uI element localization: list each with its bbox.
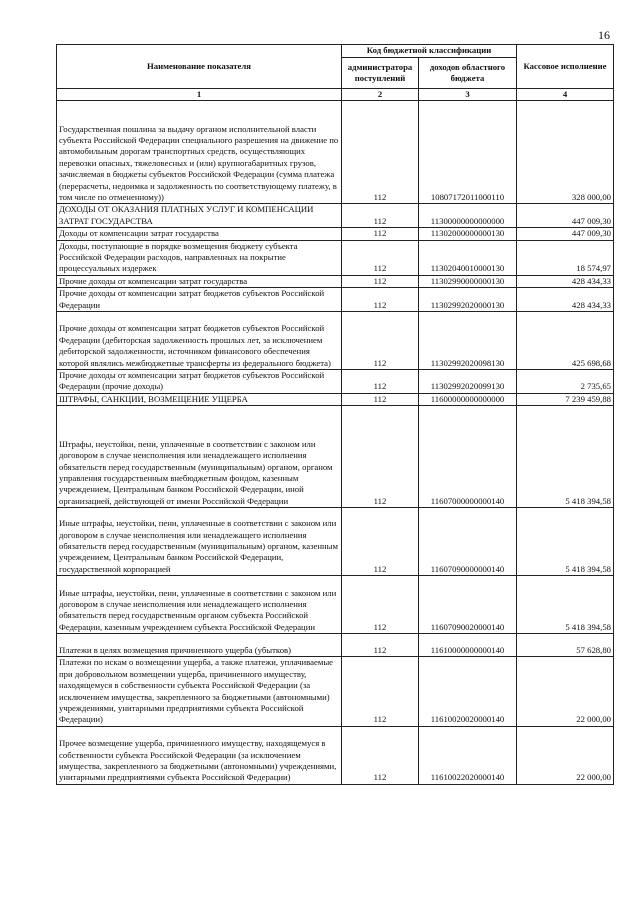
cell-cash-amount: 22 000,00 [517,657,614,726]
cell-indicator-name: ДОХОДЫ ОТ ОКАЗАНИЯ ПЛАТНЫХ УСЛУГ И КОМПЕНСАЦИИ ЗАТРАТ ГОСУДАРСТВА [57,204,342,228]
cell-budget-code: 11610020020000140 [419,657,517,726]
table-row [57,240,614,275]
cell-admin-code: 112 [342,508,419,576]
table-row [57,576,614,634]
cell-cash-amount: 57 628,80 [517,634,614,657]
header-budget-classification: Код бюджетной классификации [342,45,517,58]
header-indicator-name: Наименование показателя [57,45,342,89]
cell-admin-code: 112 [342,657,419,726]
cell-admin-code: 112 [342,634,419,657]
header-cash-execution: Кассовое исполнение [517,45,614,89]
cell-indicator-name: Платежи в целях возмещения причиненного ущерба (убытков) [57,634,342,657]
cell-indicator-name: Иные штрафы, неустойки, пени, уплаченные в соответствии с законом или договором в случае неисполнения или ненадлежащего исполнения обязательств перед государственным органом субъекта Российской Федерации, казенным учреждением субъекта Российской Федерации [57,576,342,634]
header-admin: администратора поступлений [342,58,419,89]
column-number: 4 [517,89,614,101]
cell-admin-code: 112 [342,726,419,784]
cell-cash-amount: 447 009,30 [517,204,614,228]
cell-indicator-name: Штрафы, неустойки, пени, уплаченные в соответствии с законом или договором в случае неисполнения или ненадлежащего исполнения обязательств перед государственным (муниципальным) органом, органом управления государственным внебюджетным фондом, казенным учреждением, Центральным банком Российской Федерации, иной организацией, действующей от имени Российской Федерации [57,406,342,508]
cell-cash-amount: 5 418 394,58 [517,406,614,508]
column-number: 2 [342,89,419,101]
table-row [57,101,614,204]
cell-budget-code: 11300000000000000 [419,204,517,228]
cell-admin-code: 112 [342,370,419,394]
table-body [57,101,614,784]
cell-admin-code: 112 [342,101,419,204]
cell-indicator-name: Прочие доходы от компенсации затрат бюджетов субъектов Российской Федерации (прочие доходы) [57,370,342,394]
cell-budget-code: 11607090000000140 [419,508,517,576]
cell-budget-code: 11610022020000140 [419,726,517,784]
cell-indicator-name: Доходы от компенсации затрат государства [57,228,342,240]
cell-indicator-name: Иные штрафы, неустойки, пени, уплаченные в соответствии с законом или договором в случае неисполнения или ненадлежащего исполнения обязательств перед государственным (муниципальным) органом, казенным учреждением, Центральным банком Российской Федерации, государственной корпорацией [57,508,342,576]
cell-indicator-name: Прочее возмещение ущерба, причиненного имуществу, находящемуся в собственности субъекта Российской Федерации (за исключением имущества, закрепленного за бюджетными (автономными) учреждениями, унитарными предприятиями субъекта Российской Федерации) [57,726,342,784]
table-row [57,508,614,576]
cell-cash-amount: 428 434,33 [517,275,614,287]
cell-admin-code: 112 [342,275,419,287]
table-row [57,312,614,370]
header-regional-income: доходов областного бюджета [419,58,517,89]
cell-indicator-name: Прочие доходы от компенсации затрат бюджетов субъектов Российской Федерации (дебиторская задолженность прошлых лет, за исключением дебиторской задолженности, источником финансового обеспечения которой являлись межбюджетные трансферты из федерального бюджета) [57,312,342,370]
table-row [57,634,614,657]
cell-cash-amount: 5 418 394,58 [517,508,614,576]
table-row [57,204,614,228]
table-row [57,275,614,287]
cell-admin-code: 112 [342,393,419,405]
table-row [57,726,614,784]
cell-cash-amount: 428 434,33 [517,288,614,312]
cell-cash-amount: 5 418 394,58 [517,576,614,634]
column-number: 3 [419,89,517,101]
cell-indicator-name: ШТРАФЫ, САНКЦИИ, ВОЗМЕЩЕНИЕ УЩЕРБА [57,393,342,405]
cell-indicator-name: Доходы, поступающие в порядке возмещения бюджету субъекта Российской Федерации расходов, направленных на покрытие процессуальных издержек [57,240,342,275]
cell-admin-code: 112 [342,204,419,228]
cell-cash-amount: 328 000,00 [517,101,614,204]
table-row [57,393,614,405]
cell-admin-code: 112 [342,406,419,508]
cell-budget-code: 11302990000000130 [419,275,517,287]
table-row [57,657,614,726]
cell-admin-code: 112 [342,312,419,370]
cell-budget-code: 10807172011000110 [419,101,517,204]
cell-budget-code: 11302000000000130 [419,228,517,240]
table-row [57,288,614,312]
page-number: 16 [598,28,610,42]
cell-budget-code: 11607090020000140 [419,576,517,634]
cell-indicator-name: Государственная пошлина за выдачу органом исполнительной власти субъекта Российской Федерации специального разрешения на движение по автомобильным дорогам транспортных средств, осуществляющих перевозки опасных, тяжеловесных и (или) крупногабаритных грузов, зачисляемая в бюджеты субъектов Российской Федерации (сумма платежа (перерасчеты, недоимка и задолженность по соответствующему платежу, в том числе по отмененному)) [57,101,342,204]
cell-admin-code: 112 [342,228,419,240]
cell-budget-code: 11302992020099130 [419,370,517,394]
table-row [57,228,614,240]
cell-cash-amount: 18 574,97 [517,240,614,275]
cell-budget-code: 11302992020098130 [419,312,517,370]
cell-cash-amount: 425 698,68 [517,312,614,370]
cell-cash-amount: 7 239 459,88 [517,393,614,405]
column-number: 1 [57,89,342,101]
table-row [57,370,614,394]
cell-cash-amount: 447 009,30 [517,228,614,240]
cell-cash-amount: 22 000,00 [517,726,614,784]
cell-budget-code: 11600000000000000 [419,393,517,405]
cell-admin-code: 112 [342,288,419,312]
cell-indicator-name: Платежи по искам о возмещении ущерба, а также платежи, уплачиваемые при добровольном возмещении ущерба, причиненного имуществу, находящемуся в собственности субъекта Российской Федерации (за исключением имущества, закрепленного за бюджетными (автономными) учреждениями, унитарными предприятиями субъекта Российской Федерации) [57,657,342,726]
cell-budget-code: 11302992020000130 [419,288,517,312]
cell-budget-code: 11302040010000130 [419,240,517,275]
table-row [57,406,614,508]
cell-budget-code: 11607000000000140 [419,406,517,508]
cell-budget-code: 11610000000000140 [419,634,517,657]
cell-indicator-name: Прочие доходы от компенсации затрат государства [57,275,342,287]
cell-cash-amount: 2 735,65 [517,370,614,394]
cell-admin-code: 112 [342,576,419,634]
budget-table [56,44,614,785]
cell-indicator-name: Прочие доходы от компенсации затрат бюджетов субъектов Российской Федерации [57,288,342,312]
cell-admin-code: 112 [342,240,419,275]
